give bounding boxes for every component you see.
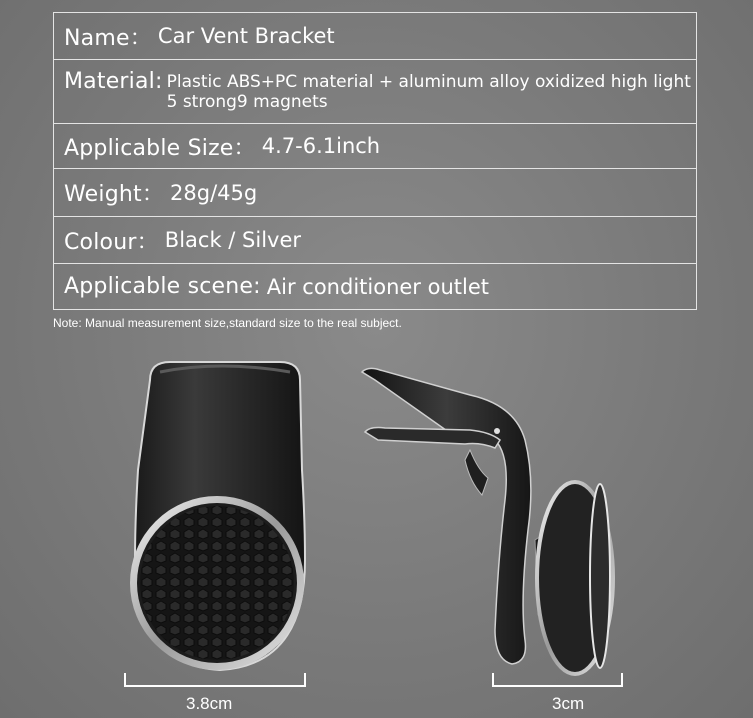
- weight-value: 28g/45g: [170, 180, 258, 205]
- scene-value: Air conditioner outlet: [266, 274, 489, 299]
- side-width-label: 3cm: [552, 694, 585, 713]
- colour-label: Colour：: [64, 229, 159, 255]
- measurement-note: Note: Manual measurement size,standard size to the real subject.: [53, 316, 402, 330]
- front-view: [130, 362, 305, 670]
- scene-label: Applicable scene:: [64, 274, 261, 299]
- colour-value: Black / Silver: [164, 228, 302, 252]
- side-view: [362, 368, 613, 674]
- material-value-line2: 5 strong9 magnets: [166, 92, 328, 112]
- material-label: Material:: [64, 69, 163, 94]
- weight-label: Weight：: [64, 182, 165, 207]
- name-label: Name：: [64, 25, 152, 51]
- front-dimension-line: [125, 673, 305, 686]
- front-width-label: 3.8cm: [186, 694, 233, 713]
- size-label: Applicable Size：: [64, 135, 256, 161]
- size-value: 4.7-6.1inch: [261, 134, 381, 158]
- name-value: Car Vent Bracket: [157, 24, 335, 48]
- side-dimension-line: [493, 673, 622, 686]
- material-value-line1: Plastic ABS+PC material + aluminum alloy oxidized high light: [166, 72, 691, 92]
